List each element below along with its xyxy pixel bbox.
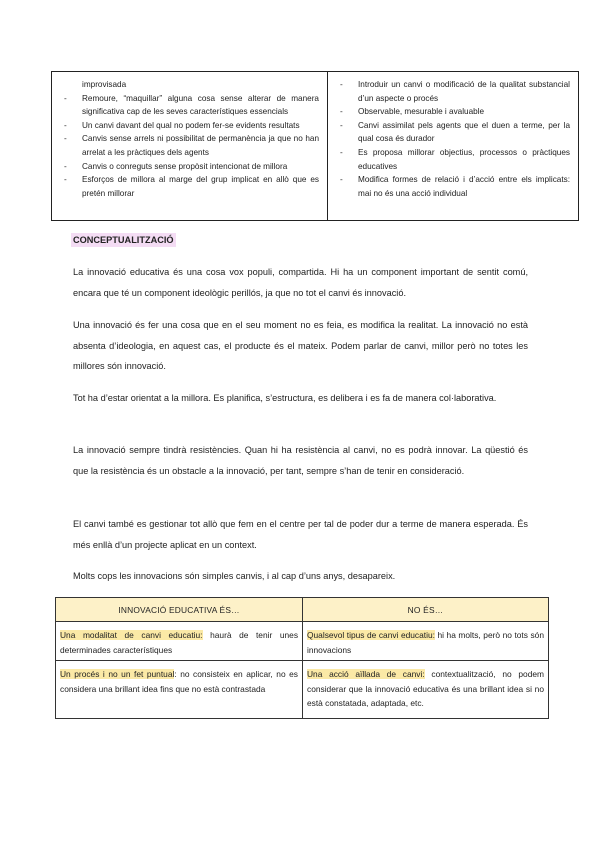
section-heading: CONCEPTUALITZACIÓ bbox=[73, 235, 174, 245]
paragraph: Molts cops les innovacions són simples canvis, i al cap d’uns anys, desapareix. bbox=[73, 571, 396, 581]
criteria-column-not bbox=[52, 72, 328, 220]
table-row bbox=[56, 622, 549, 661]
list-item: - Canvi assimilat pels agents que el duen a terme, per la qual cosa és durador bbox=[340, 120, 570, 144]
not-innovation-list bbox=[60, 92, 319, 201]
highlighted-term: Qualsevol tipus de canvi educatiu: bbox=[307, 630, 435, 640]
table-cell: Un procés i no un fet puntual: no consisteix en aplicar, no es considera una brillant idea fins que no està contrastada bbox=[56, 661, 303, 719]
paragraph: La innovació sempre tindrà resistències. Quan hi ha resistència al canvi, no es podrà innovar. La qüestió és que la resistència és un obstacle a la innovació, per tant, sempre s’han de tenir en consideració. bbox=[73, 445, 528, 476]
highlighted-term: Una acció aïllada de canvi: bbox=[307, 669, 425, 679]
paragraph: La innovació educativa és una cosa vox populi, compartida. Hi ha un component important de sentit comú, encara que té un component ideològic perillós, ja que no tot el canvi és innovació. bbox=[73, 267, 528, 298]
list-item: - Observable, mesurable i avaluable bbox=[340, 107, 485, 117]
paragraph: Una innovació és fer una cosa que en el seu moment no es feia, es modifica la realitat. La innovació no està absenta d’ideologia, en aquest cas, el producte és el mateix. Podem parlar de canvi, millor però no totes les millores són innovació. bbox=[73, 320, 528, 371]
list-item: - Introduir un canvi o modificació de la qualitat substancial d’un aspecte o procés bbox=[340, 80, 570, 103]
table-cell: Qualsevol tipus de canvi educatiu: hi ha molts, però no tots són innovacions bbox=[303, 622, 549, 661]
list-item: - Un canvi davant del qual no podem fer-se evidents resultats bbox=[64, 120, 300, 130]
continued-text: improvisada bbox=[82, 80, 127, 89]
paragraph: Tot ha d’estar orientat a la millora. Es planifica, s’estructura, es delibera i es fa de manera col·laborativa. bbox=[73, 393, 497, 403]
table-cell: Una acció aïllada de canvi: contextualització, no podem considerar que la innovació educativa és una brillant idea si no està constatada, adaptada, etc. bbox=[303, 661, 549, 719]
list-item: - Canvis sense arrels ni possibilitat de permanència ja que no han arrelat a les pràctiques dels agents bbox=[64, 134, 319, 157]
table-header-row bbox=[56, 598, 549, 622]
list-item: - Es proposa millorar objectius, processos o pràctiques educatives bbox=[340, 147, 570, 171]
table-row bbox=[56, 661, 549, 719]
highlighted-term: Una modalitat de canvi educatiu: bbox=[60, 630, 203, 640]
highlighted-term: Un procés i no un fet puntual bbox=[60, 669, 175, 679]
list-item: - Remoure, “maquillar” alguna cosa sense alterar de manera significativa cap de les seves característiques essencials bbox=[64, 93, 319, 117]
header-is-not: NO ÉS… bbox=[303, 598, 549, 622]
comparison-table bbox=[55, 597, 549, 719]
criteria-table bbox=[51, 71, 579, 221]
paragraph: El canvi també es gestionar tot allò que fem en el centre per tal de poder dur a terme de manera esperada. És més enllà d’un projecte aplicat en un context. bbox=[73, 519, 528, 550]
criteria-column-is bbox=[328, 72, 578, 220]
header-is: INNOVACIÓ EDUCATIVA ÉS… bbox=[56, 598, 303, 622]
list-item: - Canvis o conreguts sense propòsit intencionat de millora bbox=[64, 161, 288, 171]
innovation-list bbox=[336, 78, 570, 200]
list-item: - Modifica formes de relació i d’acció entre els implicats: mai no és una acció individual bbox=[340, 175, 570, 198]
table-cell: Una modalitat de canvi educatiu: haurà de tenir unes determinades característiques bbox=[56, 622, 303, 661]
list-item: - Esforços de millora al marge del grup implicat en allò que es pretén millorar bbox=[64, 175, 319, 198]
